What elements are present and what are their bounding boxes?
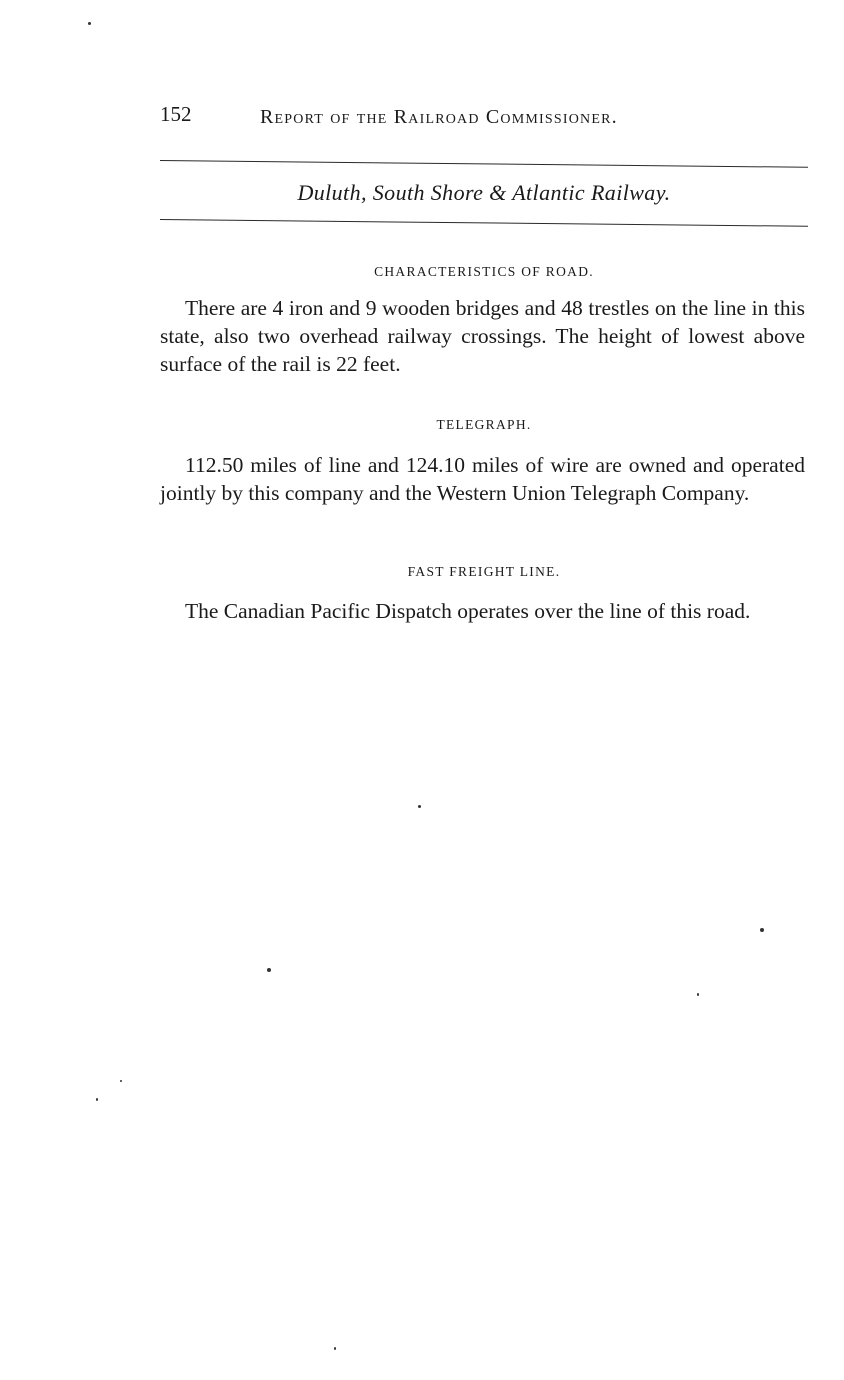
section-body-fast-freight: The Canadian Pacific Dispatch operates over the line of this road. (185, 599, 751, 623)
section-heading-characteristics: CHARACTERISTICS OF ROAD. (374, 264, 594, 279)
section-heading-telegraph: TELEGRAPH. (436, 417, 532, 432)
page-number: 152 (160, 102, 192, 126)
scan-speck (760, 928, 764, 932)
running-title: Report of the Railroad Commissioner. (260, 106, 618, 128)
section-body-telegraph: 112.50 miles of line and 124.10 miles of wire are owned and operated jointly by this company and the Western Union Telegraph Company. (160, 453, 805, 505)
bottom-rule (160, 219, 808, 227)
top-rule (160, 160, 808, 168)
scan-speck (697, 993, 699, 996)
scan-speck (334, 1347, 336, 1350)
scan-speck (267, 968, 271, 972)
running-header (160, 100, 808, 130)
railway-name: Duluth, South Shore & Atlantic Railway. (297, 180, 671, 205)
scan-speck (88, 22, 91, 25)
section-body-characteristics: There are 4 iron and 9 wooden bridges and 48 trestles on the line in this state, also two overhead railway crossings. The height of lowest above surface of the rail is 22 feet. (160, 296, 805, 376)
scan-speck (418, 805, 421, 808)
section-heading-fast-freight: FAST FREIGHT LINE. (407, 564, 561, 579)
scan-speck (96, 1098, 98, 1101)
scan-speck (120, 1080, 122, 1082)
